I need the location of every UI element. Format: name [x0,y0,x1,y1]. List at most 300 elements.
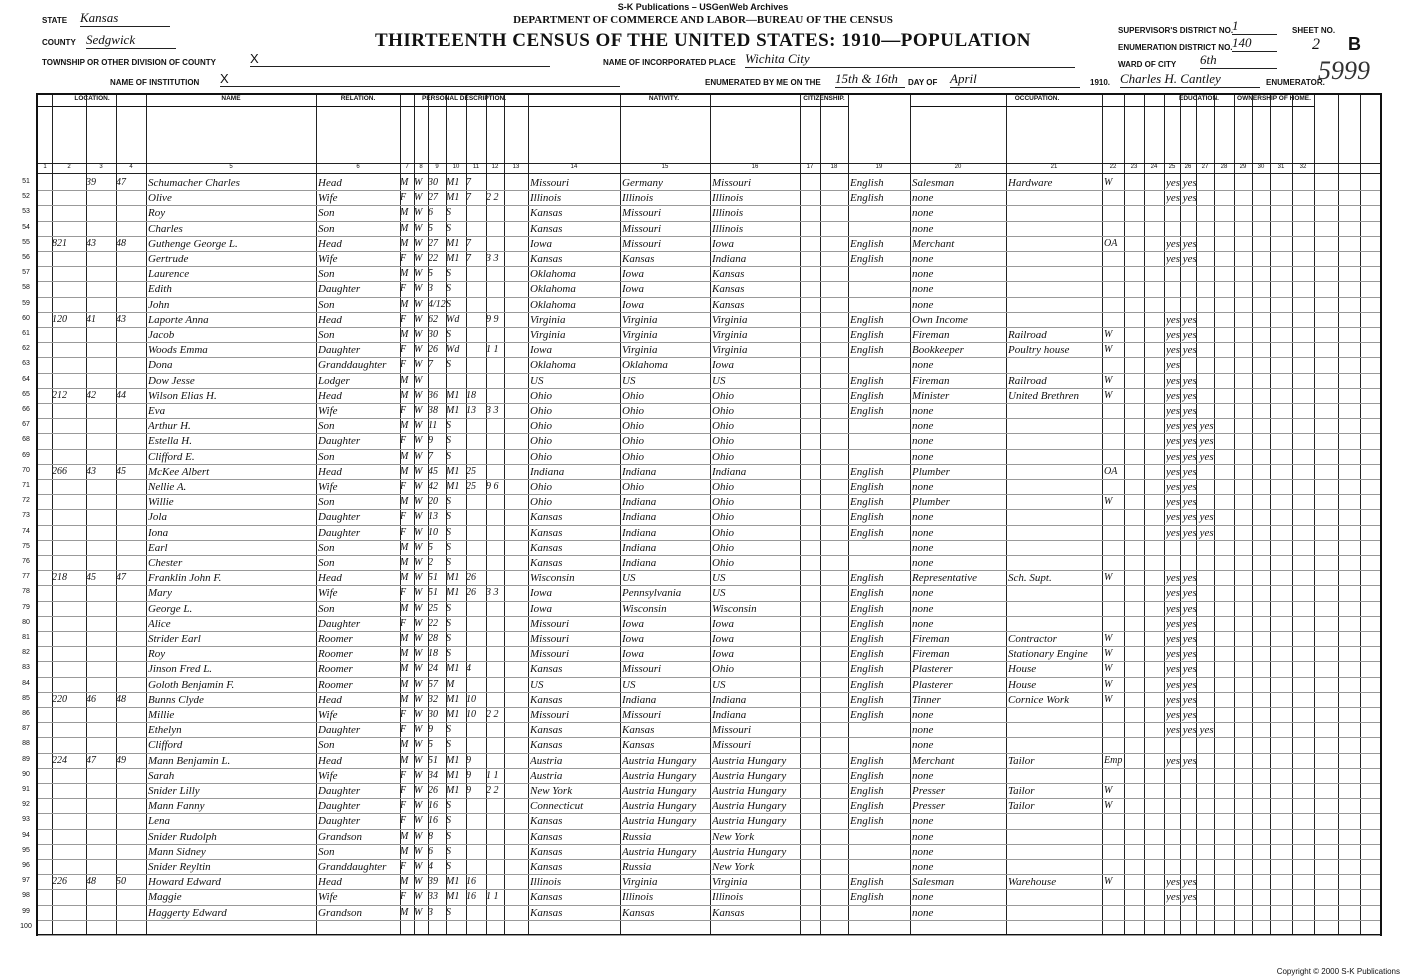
group-personal: PERSONAL DESCRIPTION. [400,95,528,107]
row-number: 100 [20,922,32,930]
cell-lang: English [850,785,884,797]
cell-bp: Illinois [530,876,562,889]
cell-street: 266 [52,465,67,477]
cell-race: W [414,906,423,918]
cell-rel: Wife [318,192,338,205]
cell-sex: F [400,709,407,720]
cell-bp: Indiana [530,465,565,478]
cell-trade: Merchant [912,754,955,767]
cell-trade: none [912,724,934,737]
cell-name: Mary [148,587,172,600]
publisher-line: S-K Publications – USGenWeb Archives [617,2,789,12]
column-number: 16 [751,164,759,170]
cell-mbp: Ohio [712,526,734,539]
cell-race: W [414,617,423,629]
column-number: 31 [1277,164,1285,170]
cell-race: W [414,845,423,857]
cell-bp: Connecticut [530,800,584,813]
cell-sex: M [400,389,409,401]
cell-sex: M [400,329,409,340]
cell-sex: F [400,617,407,629]
cell-race: W [414,587,423,599]
cell-name: Willie [148,496,174,509]
cell-lang: English [850,891,884,904]
cell-fbp: Illinois [622,192,654,205]
cell-yrs: 26 [466,572,476,584]
cell-rel: Daughter [318,435,361,448]
cell-dw: 45 [86,572,96,584]
cell-rel: Daughter [318,283,361,296]
column-number: 27 [1201,164,1209,170]
cell-trade: Salesman [912,177,955,189]
cell-ms: S [446,435,451,447]
cell-fbp: Indiana [622,557,657,569]
cell-edu: yes yes [1166,192,1197,205]
cell-fbp: US [622,678,636,691]
cell-ms: M1 [446,481,460,492]
row-number: 75 [22,542,30,550]
cell-race: W [414,526,423,538]
cell-sex: M [400,465,409,477]
cell-rel: Daughter [318,526,361,539]
cell-fbp: Iowa [622,283,644,296]
cell-mbp: Virginia [712,876,748,889]
cell-bp: Illinois [530,192,562,205]
cell-name: Laurence [148,268,190,281]
cell-lang: English [850,374,884,387]
row-number: 58 [22,284,30,292]
cell-trade: none [912,709,934,721]
cell-bp: Ohio [530,496,552,509]
cell-mbp: New York [712,830,755,843]
cell-fbp: Kansas [622,906,655,919]
cell-sex: M [400,845,409,857]
cell-sex: M [400,678,409,690]
cell-sex: F [400,587,407,599]
cell-emp: W [1104,177,1113,188]
cell-lang: English [850,313,884,326]
cell-name: George L. [148,602,193,615]
group-occupation: OCCUPATION. [910,95,1164,107]
cell-name: Gertrude [148,253,189,265]
cell-race: W [414,541,423,553]
cell-race: W [414,785,423,796]
cell-trade: none [912,739,934,752]
cell-mbp: Austria Hungary [712,785,787,797]
cell-name: Strider Earl [148,633,201,645]
cell-fam: 43 [116,313,126,325]
cell-mbp: Iowa [712,617,734,630]
row-number: 67 [22,421,30,429]
cell-ms: S [446,207,451,219]
cell-ch: 1 1 [486,891,499,903]
cell-name: Dona [148,359,173,372]
cell-mbp: Illinois [712,891,744,904]
cell-age: 38 [428,405,438,416]
cell-mbp: Ohio [712,420,734,433]
column-number: 23 [1130,164,1138,170]
cell-mbp: Kansas [712,298,745,311]
cell-race: W [414,876,423,888]
cell-fam: 47 [116,177,126,188]
cell-name: Clifford [148,739,183,752]
cell-name: Olive [148,192,172,205]
cell-mbp: Illinois [712,222,744,235]
cell-lang: English [850,389,884,402]
column-number: 7 [405,164,409,170]
cell-name: Howard Edward [148,876,221,889]
cell-sex: F [400,192,407,204]
cell-mbp: Virginia [712,344,748,357]
cell-lang: English [850,572,884,585]
cell-rel: Wife [318,891,338,904]
cell-race: W [414,602,423,614]
cell-name: Wilson Elias H. [148,389,217,402]
cell-mbp: Ohio [712,541,734,554]
cell-sex: F [400,769,407,781]
cell-ms: M1 [446,769,460,781]
cell-sex: M [400,663,409,675]
cell-ms: M1 [446,876,460,888]
cell-bp: Kansas [530,557,563,569]
column-number: 4 [129,164,133,170]
cell-yrs: 9 [466,785,471,796]
cell-ch: 2 2 [486,785,499,796]
cell-sex: M [400,557,409,568]
cell-emp: W [1104,785,1113,796]
cell-age: 5 [428,739,433,751]
cell-bp: Virginia [530,329,566,341]
incorporated-value: Wichita City [745,51,1075,68]
cell-ms: S [446,724,451,736]
ed-value: 140 [1232,35,1277,52]
cell-emp: OA [1104,465,1118,477]
cell-age: 18 [428,648,438,660]
cell-street: 218 [52,572,67,584]
cell-rel: Son [318,739,335,752]
cell-age: 5 [428,222,433,234]
cell-race: W [414,344,423,356]
cell-age: 34 [428,769,438,781]
cell-trade: Fireman [912,374,950,387]
cell-ms: S [446,830,451,842]
cell-street: 220 [52,693,67,705]
cell-race: W [414,724,423,736]
cell-bp: Oklahoma [530,283,576,296]
cell-ms: M1 [446,237,460,249]
cell-edu: yes yes yes [1166,511,1214,524]
row-number: 59 [22,299,30,307]
cell-mbp: Ohio [712,511,734,524]
cell-ms: M1 [446,192,460,204]
cell-ms: M1 [446,785,460,796]
cell-emp: W [1104,648,1113,660]
row-number: 74 [22,527,30,535]
column-number: 20 [954,164,962,170]
cell-fam: 50 [116,876,126,888]
cell-ind: Hardware [1008,177,1053,189]
cell-fbp: Virginia [622,313,658,326]
cell-bp: Kansas [530,861,563,873]
cell-age: 8 [428,830,433,842]
cell-sex: M [400,693,409,705]
cell-emp: W [1104,663,1113,675]
cell-age: 4/12 [428,298,446,310]
cell-fbp: Kansas [622,724,655,737]
row-number: 84 [22,679,30,687]
cell-edu: yes yes yes [1166,450,1214,463]
cell-sex: M [400,830,409,842]
cell-name: Snider Rudolph [148,830,217,843]
cell-name: Snider Lilly [148,785,200,797]
cell-name: Schumacher Charles [148,177,240,189]
cell-race: W [414,709,423,720]
cell-fbp: Ohio [622,450,644,463]
cell-lang: English [850,876,884,889]
cell-bp: Virginia [530,313,566,326]
row-number: 60 [22,314,30,322]
cell-name: Charles [148,222,183,235]
cell-bp: Ohio [530,420,552,433]
cell-sex: M [400,496,409,508]
cell-trade: none [912,207,934,220]
row-number: 95 [22,846,30,854]
cell-fbp: Austria Hungary [622,800,697,813]
cell-race: W [414,800,423,812]
cell-ind: Warehouse [1008,876,1057,889]
cell-bp: Kansas [530,739,563,752]
cell-lang: English [850,693,884,706]
supervisor-label: SUPERVISOR'S DISTRICT NO. [1118,26,1234,35]
cell-rel: Wife [318,709,338,721]
cell-bp: Kansas [530,815,563,828]
cell-age: 16 [428,800,438,812]
cell-trade: none [912,481,934,493]
cell-race: W [414,481,423,492]
column-number: 8 [419,164,423,170]
cell-trade: none [912,815,934,828]
cell-rel: Head [318,572,342,585]
cell-trade: none [912,192,934,205]
cell-name: Earl [148,541,168,554]
cell-name: Ethelyn [148,724,182,737]
cell-ch: 3 3 [486,253,499,264]
cell-sex: F [400,313,407,325]
cell-sex: F [400,800,407,812]
cell-fbp: US [622,374,636,387]
cell-lang: English [850,648,884,661]
year-label: 1910. [1090,78,1111,87]
cell-rel: Son [318,329,335,341]
cell-age: 26 [428,344,438,356]
cell-edu: yes yes [1166,693,1197,706]
cell-yrs: 18 [466,389,476,401]
cell-trade: Plasterer [912,663,953,676]
cell-dw: 39 [86,177,96,188]
cell-yrs: 7 [466,253,471,264]
cell-trade: none [912,587,934,600]
cell-sex: F [400,724,407,736]
cell-emp: W [1104,800,1113,812]
cell-fbp: Missouri [622,222,662,235]
cell-ms: Wd [446,344,460,356]
cell-emp: W [1104,876,1113,888]
cell-ms: S [446,861,451,872]
cell-lang: English [850,709,884,721]
cell-dw: 47 [86,754,96,766]
cell-lang: English [850,329,884,341]
cell-name: Woods Emma [148,344,208,357]
cell-edu: yes yes [1166,237,1197,250]
cell-age: 7 [428,450,433,462]
cell-mbp: Indiana [712,253,747,265]
cell-race: W [414,830,423,842]
ward-label: WARD OF CITY [1118,60,1177,69]
row-number: 57 [22,269,30,277]
cell-edu: yes yes [1166,253,1197,265]
cell-age: 51 [428,587,438,599]
cell-trade: none [912,359,934,372]
cell-name: Franklin John F. [148,572,222,585]
cell-name: Edith [148,283,172,296]
cell-ms: S [446,800,451,812]
cell-name: Goloth Benjamin F. [148,678,235,691]
state-label: STATE [42,16,68,25]
cell-lang: English [850,465,884,478]
cell-ind: Tailor [1008,800,1035,813]
cell-ms: M [446,678,455,690]
cell-sex: M [400,298,409,310]
cell-trade: Bookkeeper [912,344,964,357]
cell-bp: Iowa [530,344,552,357]
cell-bp: Oklahoma [530,298,576,311]
column-number: 30 [1257,164,1265,170]
cell-fam: 48 [116,693,126,705]
column-number: 1 [43,164,47,170]
cell-mbp: US [712,678,726,691]
cell-street: 224 [52,754,67,766]
cell-fbp: Indiana [622,526,657,539]
enumerator-label: ENUMERATOR. [1266,78,1325,87]
cell-sex: F [400,283,407,295]
cell-emp: W [1104,389,1113,401]
cell-lang: English [850,526,884,539]
cell-fbp: Indiana [622,693,657,706]
cell-dw: 41 [86,313,96,325]
cell-rel: Roomer [318,678,353,691]
cell-rel: Daughter [318,800,361,813]
cell-trade: none [912,268,934,281]
cell-mbp: Illinois [712,207,744,220]
cell-ms: S [446,329,451,340]
cell-age: 36 [428,389,438,401]
cell-mbp: Ohio [712,389,734,402]
cell-lang: English [850,177,884,189]
cell-bp: Missouri [530,617,570,630]
cell-sex: F [400,359,407,371]
cell-trade: none [912,298,934,311]
cell-bp: Kansas [530,906,563,919]
cell-fbp: Ohio [622,420,644,433]
cell-fbp: Wisconsin [622,602,667,615]
cell-emp: OA [1104,237,1118,249]
column-number: 9 [435,164,439,170]
cell-trade: Salesman [912,876,955,889]
cell-rel: Head [318,237,342,250]
cell-yrs: 7 [466,192,471,204]
cell-fbp: Iowa [622,617,644,630]
cell-age: 11 [428,420,438,432]
cell-age: 9 [428,435,433,447]
cell-ms: S [446,602,451,614]
cell-race: W [414,207,423,219]
cell-lang: English [850,405,884,417]
cell-race: W [414,283,423,295]
cell-lang: English [850,496,884,509]
cell-edu: yes [1166,359,1181,372]
cell-age: 62 [428,313,438,325]
cell-race: W [414,374,423,386]
cell-age: 10 [428,526,438,538]
cell-lang: English [850,192,884,205]
cell-name: Sarah [148,769,175,782]
cell-rel: Head [318,313,342,326]
row-number: 54 [22,223,30,231]
cell-trade: Plumber [912,465,950,478]
cell-name: Jacob [148,329,175,341]
row-number: 89 [22,755,30,763]
cell-edu: yes yes [1166,891,1197,904]
state-value: Kansas [80,10,170,27]
cell-mbp: Virginia [712,313,748,326]
cell-ch: 1 1 [486,344,499,356]
cell-edu: yes yes [1166,496,1197,509]
cell-edu: yes yes [1166,587,1197,600]
cell-age: 45 [428,465,438,477]
cell-fbp: Iowa [622,298,644,311]
township-value: X [250,51,550,67]
row-number: 52 [22,193,30,201]
cell-ms: S [446,511,451,523]
cell-name: McKee Albert [148,465,210,478]
row-number: 79 [22,603,30,611]
cell-mbp: Ohio [712,663,734,676]
cell-fbp: Kansas [622,739,655,752]
column-number: 18 [830,164,838,170]
group-location: LOCATION. [38,95,146,107]
cell-rel: Head [318,177,342,189]
cell-yrs: 26 [466,587,476,599]
cell-edu: yes yes yes [1166,526,1214,539]
cell-ms: Wd [446,313,460,325]
cell-fbp: Illinois [622,891,654,904]
cell-edu: yes yes [1166,678,1197,691]
cell-sex: F [400,344,407,356]
cell-dw: 46 [86,693,96,705]
cell-age: 20 [428,496,438,508]
cell-trade: none [912,769,934,782]
cell-yrs: 7 [466,177,471,188]
cell-sex: F [400,405,407,416]
cell-race: W [414,405,423,416]
column-number: 5 [229,164,233,170]
cell-race: W [414,389,423,401]
cell-name: Iona [148,526,169,539]
row-number: 66 [22,406,30,413]
cell-sex: M [400,207,409,219]
cell-ms: S [446,617,451,629]
row-number: 71 [22,482,30,489]
